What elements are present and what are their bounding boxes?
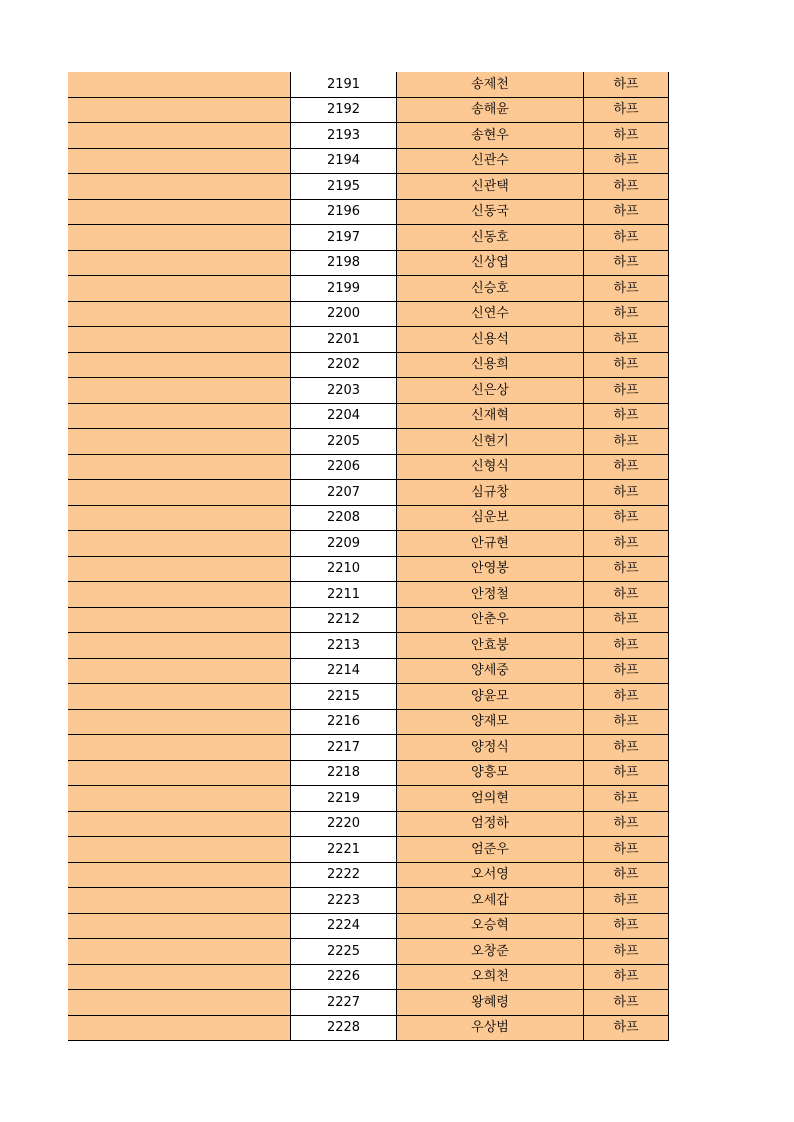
participant-table-body bbox=[68, 72, 669, 1041]
blank-cell bbox=[68, 888, 291, 914]
course-category-cell: 하프 bbox=[584, 123, 669, 149]
runner-name-cell: 신용석 bbox=[397, 327, 584, 353]
blank-cell bbox=[68, 97, 291, 123]
runner-name-cell: 양흥모 bbox=[397, 760, 584, 786]
table-row bbox=[68, 225, 669, 251]
course-category-cell: 하프 bbox=[584, 607, 669, 633]
blank-cell bbox=[68, 301, 291, 327]
bib-number-cell: 2213 bbox=[291, 633, 397, 659]
table-row bbox=[68, 964, 669, 990]
runner-name-cell: 안영봉 bbox=[397, 556, 584, 582]
course-category-cell: 하프 bbox=[584, 939, 669, 965]
blank-cell bbox=[68, 684, 291, 710]
blank-cell bbox=[68, 837, 291, 863]
bib-number-cell: 2228 bbox=[291, 1015, 397, 1041]
course-category-cell: 하프 bbox=[584, 633, 669, 659]
table-row bbox=[68, 556, 669, 582]
bib-number-cell: 2203 bbox=[291, 378, 397, 404]
runner-name-cell: 신용희 bbox=[397, 352, 584, 378]
table-row bbox=[68, 760, 669, 786]
participant-table bbox=[68, 72, 669, 1041]
table-row bbox=[68, 990, 669, 1016]
table-row bbox=[68, 327, 669, 353]
bib-number-cell: 2212 bbox=[291, 607, 397, 633]
runner-name-cell: 양정식 bbox=[397, 735, 584, 761]
runner-name-cell: 신상엽 bbox=[397, 250, 584, 276]
blank-cell bbox=[68, 378, 291, 404]
bib-number-cell: 2201 bbox=[291, 327, 397, 353]
bib-number-cell: 2204 bbox=[291, 403, 397, 429]
blank-cell bbox=[68, 990, 291, 1016]
bib-number-cell: 2216 bbox=[291, 709, 397, 735]
bib-number-cell: 2192 bbox=[291, 97, 397, 123]
blank-cell bbox=[68, 72, 291, 97]
course-category-cell: 하프 bbox=[584, 225, 669, 251]
course-category-cell: 하프 bbox=[584, 582, 669, 608]
course-category-cell: 하프 bbox=[584, 709, 669, 735]
blank-cell bbox=[68, 1015, 291, 1041]
bib-number-cell: 2199 bbox=[291, 276, 397, 302]
runner-name-cell: 신은상 bbox=[397, 378, 584, 404]
runner-name-cell: 안효붕 bbox=[397, 633, 584, 659]
blank-cell bbox=[68, 429, 291, 455]
runner-name-cell: 송현우 bbox=[397, 123, 584, 149]
runner-name-cell: 심규창 bbox=[397, 480, 584, 506]
course-category-cell: 하프 bbox=[584, 913, 669, 939]
course-category-cell: 하프 bbox=[584, 378, 669, 404]
table-row bbox=[68, 454, 669, 480]
table-row bbox=[68, 1015, 669, 1041]
runner-name-cell: 안춘우 bbox=[397, 607, 584, 633]
table-row bbox=[68, 250, 669, 276]
runner-name-cell: 송제천 bbox=[397, 72, 584, 97]
table-row bbox=[68, 352, 669, 378]
bib-number-cell: 2193 bbox=[291, 123, 397, 149]
course-category-cell: 하프 bbox=[584, 862, 669, 888]
blank-cell bbox=[68, 709, 291, 735]
course-category-cell: 하프 bbox=[584, 760, 669, 786]
bib-number-cell: 2207 bbox=[291, 480, 397, 506]
table-row bbox=[68, 174, 669, 200]
table-row bbox=[68, 505, 669, 531]
bib-number-cell: 2220 bbox=[291, 811, 397, 837]
course-category-cell: 하프 bbox=[584, 556, 669, 582]
bib-number-cell: 2211 bbox=[291, 582, 397, 608]
bib-number-cell: 2224 bbox=[291, 913, 397, 939]
runner-name-cell: 신관택 bbox=[397, 174, 584, 200]
bib-number-cell: 2196 bbox=[291, 199, 397, 225]
table-row bbox=[68, 276, 669, 302]
blank-cell bbox=[68, 327, 291, 353]
bib-number-cell: 2217 bbox=[291, 735, 397, 761]
course-category-cell: 하프 bbox=[584, 199, 669, 225]
table-row bbox=[68, 709, 669, 735]
table-row bbox=[68, 123, 669, 149]
course-category-cell: 하프 bbox=[584, 429, 669, 455]
bib-number-cell: 2194 bbox=[291, 148, 397, 174]
bib-number-cell: 2226 bbox=[291, 964, 397, 990]
runner-name-cell: 심운보 bbox=[397, 505, 584, 531]
blank-cell bbox=[68, 964, 291, 990]
blank-cell bbox=[68, 607, 291, 633]
blank-cell bbox=[68, 352, 291, 378]
table-row bbox=[68, 684, 669, 710]
course-category-cell: 하프 bbox=[584, 531, 669, 557]
runner-name-cell: 엄의현 bbox=[397, 786, 584, 812]
runner-name-cell: 송해윤 bbox=[397, 97, 584, 123]
bib-number-cell: 2195 bbox=[291, 174, 397, 200]
bib-number-cell: 2215 bbox=[291, 684, 397, 710]
bib-number-cell: 2191 bbox=[291, 72, 397, 97]
table-row bbox=[68, 582, 669, 608]
runner-name-cell: 신승호 bbox=[397, 276, 584, 302]
course-category-cell: 하프 bbox=[584, 1015, 669, 1041]
blank-cell bbox=[68, 913, 291, 939]
blank-cell bbox=[68, 811, 291, 837]
blank-cell bbox=[68, 480, 291, 506]
bib-number-cell: 2208 bbox=[291, 505, 397, 531]
bib-number-cell: 2197 bbox=[291, 225, 397, 251]
blank-cell bbox=[68, 199, 291, 225]
course-category-cell: 하프 bbox=[584, 480, 669, 506]
course-category-cell: 하프 bbox=[584, 301, 669, 327]
bib-number-cell: 2214 bbox=[291, 658, 397, 684]
blank-cell bbox=[68, 939, 291, 965]
blank-cell bbox=[68, 658, 291, 684]
bib-number-cell: 2225 bbox=[291, 939, 397, 965]
bib-number-cell: 2202 bbox=[291, 352, 397, 378]
course-category-cell: 하프 bbox=[584, 990, 669, 1016]
course-category-cell: 하프 bbox=[584, 505, 669, 531]
bib-number-cell: 2223 bbox=[291, 888, 397, 914]
runner-name-cell: 신형식 bbox=[397, 454, 584, 480]
blank-cell bbox=[68, 556, 291, 582]
table-row bbox=[68, 862, 669, 888]
runner-name-cell: 신동국 bbox=[397, 199, 584, 225]
course-category-cell: 하프 bbox=[584, 837, 669, 863]
runner-name-cell: 오승혁 bbox=[397, 913, 584, 939]
course-category-cell: 하프 bbox=[584, 276, 669, 302]
table-row bbox=[68, 97, 669, 123]
runner-name-cell: 안규현 bbox=[397, 531, 584, 557]
bib-number-cell: 2227 bbox=[291, 990, 397, 1016]
blank-cell bbox=[68, 531, 291, 557]
runner-name-cell: 신연수 bbox=[397, 301, 584, 327]
course-category-cell: 하프 bbox=[584, 811, 669, 837]
blank-cell bbox=[68, 250, 291, 276]
bib-number-cell: 2210 bbox=[291, 556, 397, 582]
bib-number-cell: 2205 bbox=[291, 429, 397, 455]
blank-cell bbox=[68, 735, 291, 761]
blank-cell bbox=[68, 786, 291, 812]
blank-cell bbox=[68, 225, 291, 251]
table-row bbox=[68, 199, 669, 225]
bib-number-cell: 2209 bbox=[291, 531, 397, 557]
table-row bbox=[68, 378, 669, 404]
table-row bbox=[68, 480, 669, 506]
blank-cell bbox=[68, 276, 291, 302]
table-row bbox=[68, 888, 669, 914]
table-row bbox=[68, 939, 669, 965]
blank-cell bbox=[68, 633, 291, 659]
bib-number-cell: 2198 bbox=[291, 250, 397, 276]
course-category-cell: 하프 bbox=[584, 658, 669, 684]
course-category-cell: 하프 bbox=[584, 735, 669, 761]
bib-number-cell: 2206 bbox=[291, 454, 397, 480]
course-category-cell: 하프 bbox=[584, 684, 669, 710]
bib-number-cell: 2219 bbox=[291, 786, 397, 812]
table-row bbox=[68, 837, 669, 863]
course-category-cell: 하프 bbox=[584, 97, 669, 123]
runner-name-cell: 오희천 bbox=[397, 964, 584, 990]
table-row bbox=[68, 607, 669, 633]
runner-name-cell: 신동호 bbox=[397, 225, 584, 251]
runner-name-cell: 양윤모 bbox=[397, 684, 584, 710]
table-row bbox=[68, 913, 669, 939]
table-row bbox=[68, 633, 669, 659]
runner-name-cell: 안정철 bbox=[397, 582, 584, 608]
course-category-cell: 하프 bbox=[584, 352, 669, 378]
bib-number-cell: 2200 bbox=[291, 301, 397, 327]
blank-cell bbox=[68, 760, 291, 786]
blank-cell bbox=[68, 174, 291, 200]
course-category-cell: 하프 bbox=[584, 174, 669, 200]
runner-name-cell: 신재혁 bbox=[397, 403, 584, 429]
blank-cell bbox=[68, 148, 291, 174]
course-category-cell: 하프 bbox=[584, 888, 669, 914]
course-category-cell: 하프 bbox=[584, 148, 669, 174]
course-category-cell: 하프 bbox=[584, 250, 669, 276]
course-category-cell: 하프 bbox=[584, 454, 669, 480]
bib-number-cell: 2218 bbox=[291, 760, 397, 786]
blank-cell bbox=[68, 123, 291, 149]
runner-name-cell: 양세중 bbox=[397, 658, 584, 684]
runner-name-cell: 오세갑 bbox=[397, 888, 584, 914]
blank-cell bbox=[68, 862, 291, 888]
blank-cell bbox=[68, 454, 291, 480]
table-row bbox=[68, 811, 669, 837]
course-category-cell: 하프 bbox=[584, 786, 669, 812]
runner-name-cell: 양재모 bbox=[397, 709, 584, 735]
course-category-cell: 하프 bbox=[584, 72, 669, 97]
table-row bbox=[68, 148, 669, 174]
table-row bbox=[68, 301, 669, 327]
runner-name-cell: 신현기 bbox=[397, 429, 584, 455]
blank-cell bbox=[68, 582, 291, 608]
table-row bbox=[68, 735, 669, 761]
table-row bbox=[68, 403, 669, 429]
table-row bbox=[68, 531, 669, 557]
bib-number-cell: 2221 bbox=[291, 837, 397, 863]
runner-name-cell: 왕혜령 bbox=[397, 990, 584, 1016]
table-row bbox=[68, 72, 669, 97]
runner-name-cell: 신관수 bbox=[397, 148, 584, 174]
course-category-cell: 하프 bbox=[584, 403, 669, 429]
course-category-cell: 하프 bbox=[584, 327, 669, 353]
blank-cell bbox=[68, 505, 291, 531]
table-row bbox=[68, 658, 669, 684]
bib-number-cell: 2222 bbox=[291, 862, 397, 888]
runner-name-cell: 엄정하 bbox=[397, 811, 584, 837]
blank-cell bbox=[68, 403, 291, 429]
runner-name-cell: 엄준우 bbox=[397, 837, 584, 863]
runner-name-cell: 우상범 bbox=[397, 1015, 584, 1041]
runner-name-cell: 오서영 bbox=[397, 862, 584, 888]
table-row bbox=[68, 429, 669, 455]
course-category-cell: 하프 bbox=[584, 964, 669, 990]
table-row bbox=[68, 786, 669, 812]
runner-name-cell: 오창준 bbox=[397, 939, 584, 965]
